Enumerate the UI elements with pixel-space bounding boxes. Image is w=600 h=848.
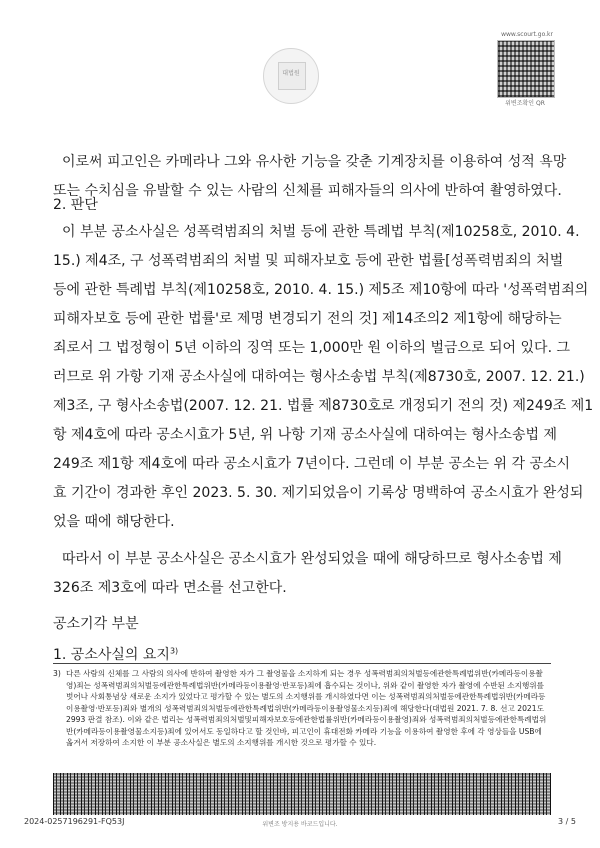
paragraph-1-line-1: 이로써 피고인은 카메라나 그와 유사한 기능을 갖춘 기계장치를 이용하여 성적 욕망 bbox=[62, 154, 567, 170]
verification-url: www.scourt.go.kr bbox=[501, 31, 553, 38]
paragraph-2-line-2: 15.) 제4조, 구 성폭력범죄의 처벌 및 피해자보호 등에 관한 법률[성폭력범죄의 처벌 bbox=[53, 253, 564, 269]
footnote-3 bbox=[53, 668, 551, 749]
qr-caption: 위변조확인 QR bbox=[505, 100, 545, 107]
section-heading-judgment: 2. 판단 bbox=[53, 197, 98, 213]
footnote-divider bbox=[53, 663, 551, 664]
paragraph-2-line-3: 등에 관한 특례법 부칙(제10258호, 2010. 4. 15.) 제5조 제10항에 따라 '성폭력범죄의 bbox=[53, 282, 589, 298]
paragraph-2-line-5: 죄로서 그 법정형이 5년 이하의 징역 또는 1,000만 원 이하의 벌금으로 되어 있다. 그 bbox=[53, 340, 571, 356]
qr-code-icon[interactable] bbox=[497, 40, 555, 98]
paragraph-2-line-11: 었을 때에 해당한다. bbox=[53, 514, 175, 530]
paragraph-2-line-9: 249조 제1항 제4호에 따라 공소시효가 7년이다. 그런데 이 부분 공소는 위 각 공소시 bbox=[53, 456, 571, 472]
summary-heading-text: 1. 공소사실의 요지 bbox=[53, 647, 170, 663]
paragraph-2-line-10: 효 기간이 경과한 후인 2023. 5. 30. 제기되었음이 기록상 명백하여 공소시효가 완성되 bbox=[53, 485, 584, 501]
paragraph-2-line-1: 이 부분 공소사실은 성폭력범죄의 처벌 등에 관한 특례법 부칙(제10258호, 2010. 4. bbox=[62, 224, 580, 240]
footnote-text: 다른 사람의 신체를 그 사람의 의사에 반하여 촬영한 자가 그 촬영물을 소지하게 되는 경우 성폭력범죄의처벌등에관한특례법위반(카메라등이용촬영)죄는 성폭력범죄의처벌등에관한특례법위반(카메라등이용촬영·반포등)죄에 흡수되는 것이나, 위와 같이 촬영한 자가 촬영에 수반된 소지행위를 벗어나 사회통념상 새로운 소지가 있었다고 평가할 수 있는 별도의 소지행위를 개시하였다면 이는 성폭력범죄의처벌등에관한특례법위반(카메라등이용촬영·반포등)죄와 별개의 성폭력범죄의처벌등에관한특례법위반(카메라등이용촬영물소지등)죄에 해당한다(대법원 2021. 7. 8. 선고 2021도2993 판결 참조). 이와 같은 법리는 성폭력범죄의처벌및피해자보호등에관한법률위반(카메라등이용촬영)죄와 성폭력범죄의처벌등에관한특례법위반(카메라등이용촬영물소지등)죄에 있어서도 동일하다고 할 것인바, 피고인이 휴대전화 카메라 기능을 이용하여 촬영한 후에 각 영상들을 USB에 옮겨서 저장하여 소지한 이 부분 공소사실은 별도의 소지행위를 개시한 것으로 평가할 수 있다. bbox=[66, 669, 547, 747]
section-heading-summary bbox=[53, 644, 178, 664]
paragraph-2-line-8: 항 제4호에 따라 공소시효가 5년, 위 나항 기재 공소사실에 대하여는 형사소송법 제 bbox=[53, 427, 557, 443]
paragraph-2-line-7: 제3조, 구 형사소송법(2007. 12. 21. 법률 제8730호로 개정되기 전의 것) 제249조 제1 bbox=[53, 398, 594, 414]
court-seal-icon bbox=[263, 48, 319, 104]
footnote-number: 3) bbox=[53, 669, 61, 678]
section-heading-dismissal: 공소기각 부분 bbox=[53, 616, 139, 632]
paragraph-2-line-6: 러므로 위 가항 기재 공소사실에 대하여는 형사소송법 부칙(제8730호, 2007. 12. 21.) bbox=[53, 369, 585, 385]
paragraph-2-line-4: 피해자보호 등에 관한 법률'로 제명 변경되기 전의 것] 제14조의2 제1항에 해당하는 bbox=[53, 311, 562, 327]
seal-text: 대법원 bbox=[282, 70, 300, 77]
anti-forgery-barcode bbox=[53, 773, 551, 815]
page-number: 3 / 5 bbox=[558, 817, 576, 826]
paragraph-3-line-2: 326조 제3호에 따라 면소를 선고한다. bbox=[53, 580, 287, 596]
barcode-note: 위변조 방지용 바코드입니다. bbox=[262, 821, 338, 828]
paragraph-3-line-1: 따라서 이 부분 공소사실은 공소시효가 완성되었을 때에 해당하므로 형사소송법 제 bbox=[62, 551, 562, 567]
paragraph-1-line-2: 또는 수치심을 유발할 수 있는 사람의 신체를 피해자들의 의사에 반하여 촬영하였다. bbox=[53, 183, 562, 199]
footnote-ref[interactable]: 3) bbox=[169, 646, 179, 656]
document-id: 2024-0257196291-FQ53J bbox=[24, 817, 125, 826]
